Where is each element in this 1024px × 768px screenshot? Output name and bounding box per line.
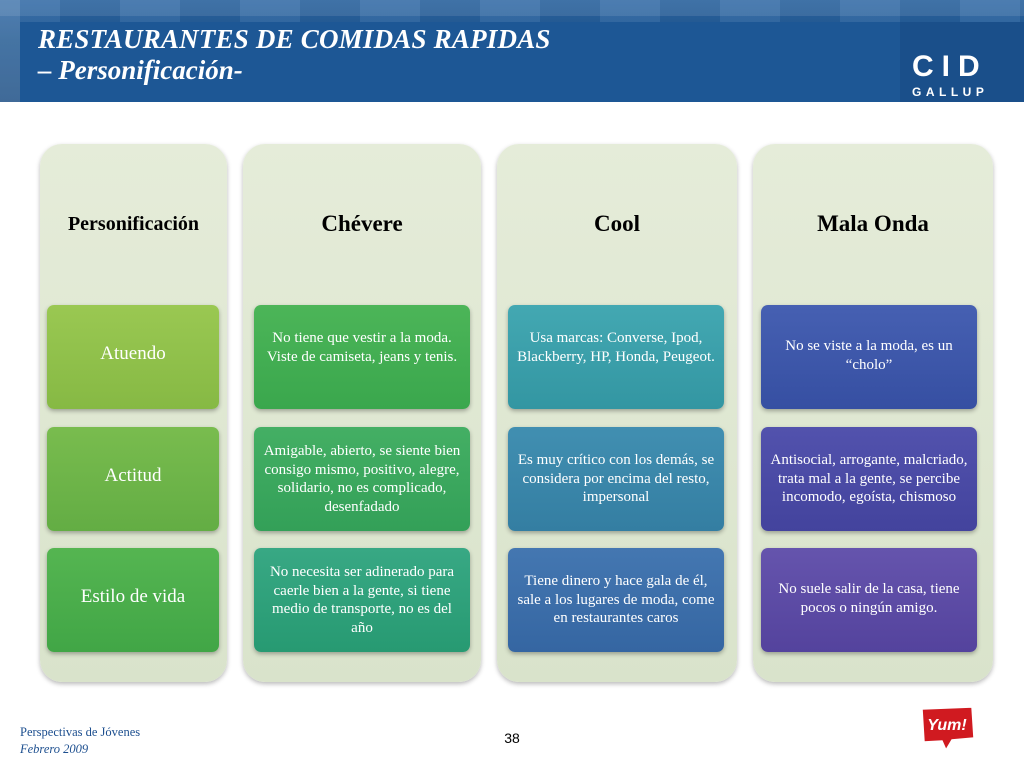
- cid-gallup-logo: [900, 22, 1024, 102]
- row-label-atuendo: Atuendo: [47, 305, 219, 409]
- footer-subtitle: Perspectivas de Jóvenes: [20, 725, 141, 739]
- cell-mala-onda-atuendo: No se viste a la moda, es un “cholo”: [761, 305, 977, 409]
- column-header-cool: Cool: [594, 211, 640, 236]
- page-number: 38: [504, 730, 520, 746]
- cell-cool-actitud: Es muy crítico con los demás, se considera por encima del resto, impersonal: [508, 427, 724, 531]
- cell-mala-onda-estilo-de-vida: No suele salir de la casa, tiene pocos o ningún amigo.: [761, 548, 977, 652]
- cell-chevere-estilo-de-vida: No necesita ser adinerado para caerle bien a la gente, si tiene medio de transporte, no es del año: [254, 548, 470, 652]
- column-header-chevere: Chévere: [321, 211, 403, 236]
- cell-cool-atuendo: Usa marcas: Converse, Ipod, Blackberry, HP, Honda, Peugeot.: [508, 305, 724, 409]
- yum-logo-icon: [916, 704, 978, 752]
- footer-date: Febrero 2009: [20, 742, 89, 756]
- logo-sub-text: GALLUP: [912, 85, 989, 99]
- cell-mala-onda-actitud: Antisocial, arrogante, malcriado, trata mal a la gente, se percibe incomodo, egoísta, chismoso: [761, 427, 977, 531]
- header-band-left: [0, 0, 20, 102]
- cell-chevere-atuendo: No tiene que vestir a la moda. Viste de camiseta, jeans y tenis.: [254, 305, 470, 409]
- logo-main-text: CID: [912, 50, 988, 83]
- yum-logo-text: Yum!: [927, 717, 967, 734]
- column-header-personificacion: Personificación: [67, 212, 200, 235]
- cell-chevere-actitud: Amigable, abierto, se siente bien consigo mismo, positivo, alegre, solidario, no es complicado, desenfadado: [254, 427, 470, 531]
- row-label-estilo-de-vida: Estilo de vida: [47, 548, 219, 652]
- cell-cool-estilo-de-vida: Tiene dinero y hace gala de él, sale a los lugares de moda, come en restaurantes caros: [508, 548, 724, 652]
- page-title-line2: – Personificación-: [38, 55, 243, 85]
- header-band: [0, 0, 1024, 16]
- header-banner: [0, 0, 1024, 102]
- column-header-mala-onda: Mala Onda: [817, 211, 929, 236]
- page-title-line1: RESTAURANTES DE COMIDAS RAPIDAS: [38, 24, 551, 54]
- row-label-actitud: Actitud: [47, 427, 219, 531]
